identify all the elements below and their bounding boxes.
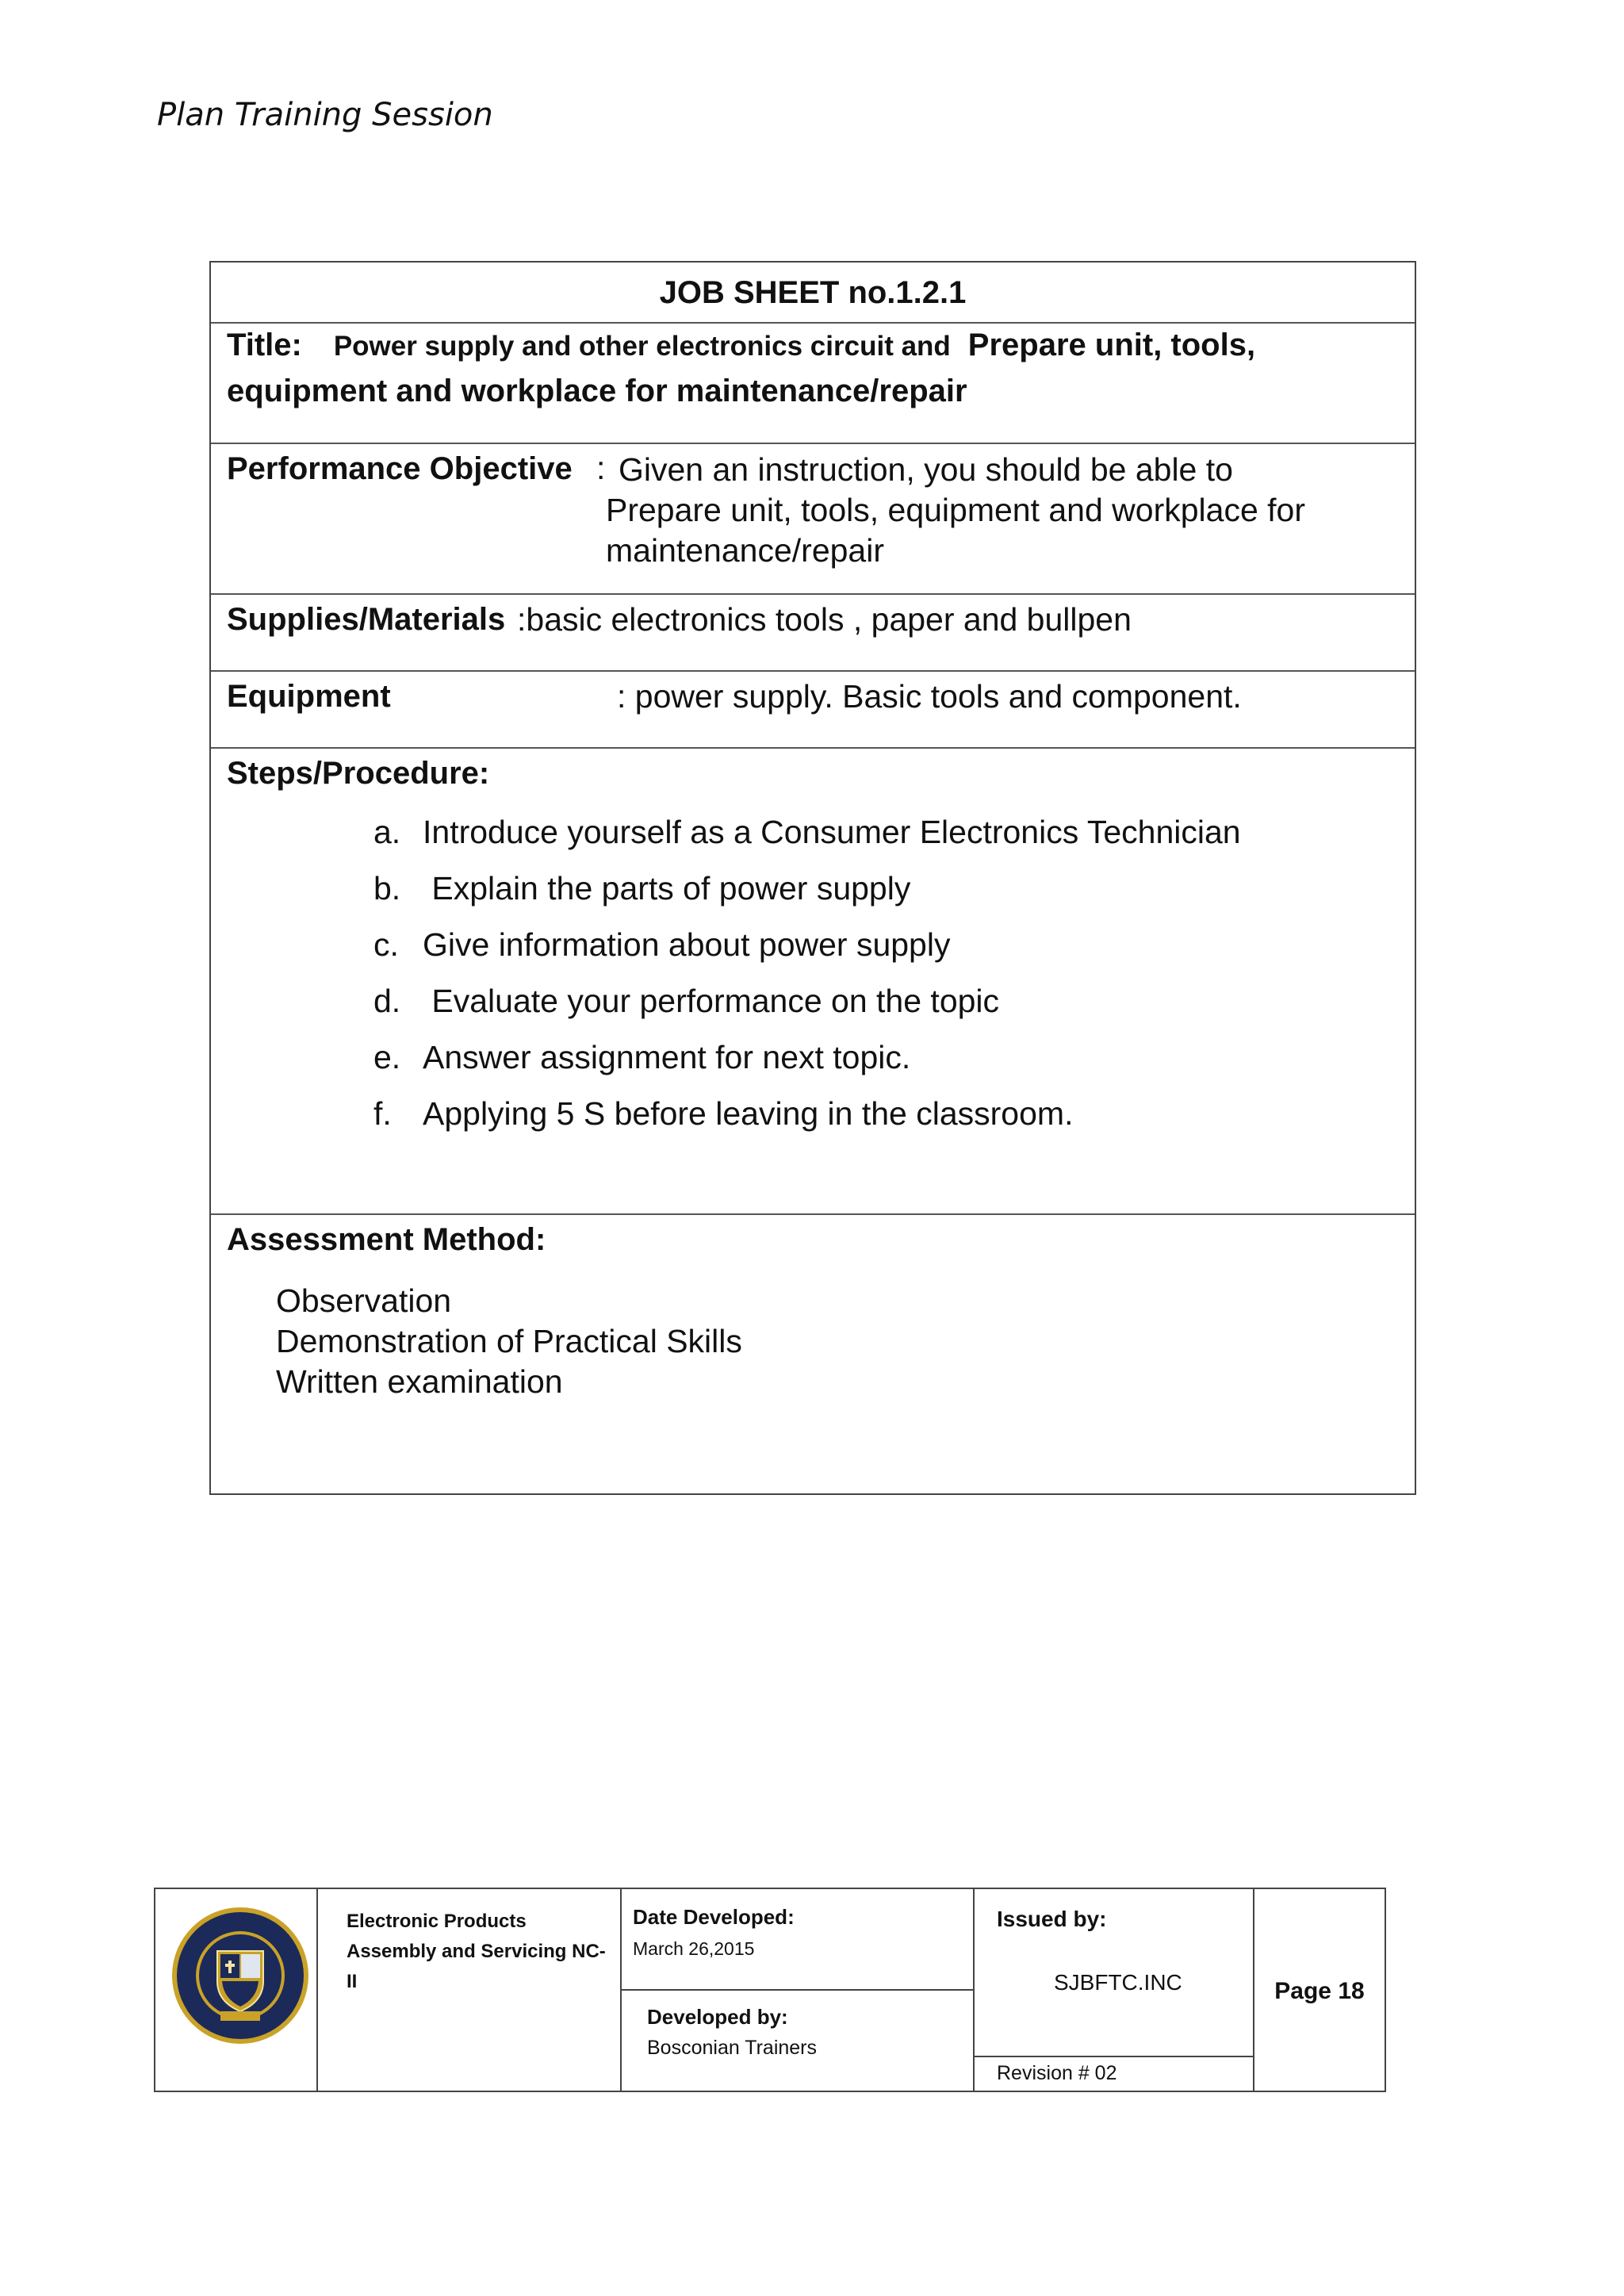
performance-line: Given an instruction, you should be able to xyxy=(619,451,1233,488)
step-item xyxy=(373,926,950,964)
step-text: Give information about power supply xyxy=(423,926,951,963)
performance-objective-label: Performance Objective xyxy=(227,451,573,486)
step-marker: c. xyxy=(373,926,399,963)
title-line-2: equipment and workplace for maintenance/repair xyxy=(227,374,967,408)
job-sheet-heading-row xyxy=(211,263,1415,324)
date-developed-box xyxy=(622,1889,973,1991)
step-item xyxy=(373,983,999,1020)
title-part-2: Prepare unit, tools, xyxy=(967,328,1256,362)
step-marker: e. xyxy=(373,1039,401,1075)
assessment-item: Written examination xyxy=(276,1363,563,1400)
step-text: Introduce yourself as a Consumer Electronics Technician xyxy=(423,814,1241,850)
step-item xyxy=(373,1095,1073,1133)
supplies-label: Supplies/Materials xyxy=(227,602,506,637)
date-developed-value: March 26,2015 xyxy=(633,1938,755,1959)
equipment-text: : power supply. Basic tools and component. xyxy=(617,678,1242,715)
assessment-item: Demonstration of Practical Skills xyxy=(276,1323,742,1359)
footer-product-cell xyxy=(318,1889,622,2091)
footer-page-cell xyxy=(1254,1889,1385,2091)
issued-by-value: SJBFTC.INC xyxy=(1054,1970,1182,1995)
step-text: Explain the parts of power supply xyxy=(423,870,911,907)
step-text: Evaluate your performance on the topic xyxy=(423,983,1000,1019)
step-marker: a. xyxy=(373,814,401,850)
product-line: Electronic Products xyxy=(347,1911,527,1932)
footer-logo-cell xyxy=(155,1889,318,2091)
step-text: Answer assignment for next topic. xyxy=(423,1039,911,1075)
assessment-item: Observation xyxy=(276,1282,452,1319)
developed-by-value: Bosconian Trainers xyxy=(647,2037,818,2059)
steps-label: Steps/Procedure: xyxy=(227,756,490,791)
assessment-method-label: Assessment Method: xyxy=(227,1222,546,1257)
step-item xyxy=(373,814,1241,851)
supplies-text: :basic electronics tools , paper and bullpen xyxy=(517,601,1132,638)
date-developed-label: Date Developed: xyxy=(633,1905,795,1929)
issued-by-label: Issued by: xyxy=(997,1907,1107,1931)
product-name xyxy=(347,1907,606,1997)
equipment-label: Equipment xyxy=(227,679,391,714)
job-sheet-table xyxy=(209,261,1416,1495)
page-number: Page 18 xyxy=(1274,1978,1365,2004)
footer-date-cell xyxy=(622,1889,975,2091)
revision-box xyxy=(975,2056,1253,2091)
product-line: II xyxy=(347,1971,358,1992)
step-marker: b. xyxy=(373,870,401,907)
developed-by-label: Developed by: xyxy=(647,2005,788,2029)
assessment-method-list xyxy=(276,1281,742,1402)
performance-line: maintenance/repair xyxy=(606,532,884,569)
document-footer xyxy=(154,1888,1386,2092)
title-label: Title: xyxy=(227,328,302,362)
product-line: Assembly and Servicing NC- xyxy=(347,1941,606,1962)
revision-number: Revision # 02 xyxy=(997,2062,1117,2084)
performance-line: Prepare unit, tools, equipment and workplace for xyxy=(606,492,1306,528)
job-sheet-heading: JOB SHEET no.1.2.1 xyxy=(659,275,967,310)
title-part-1: Power supply and other electronics circuit and xyxy=(333,331,951,362)
performance-objective-text xyxy=(606,450,1399,571)
step-marker: f. xyxy=(373,1095,392,1132)
step-item xyxy=(373,1039,910,1076)
school-seal-logo-icon xyxy=(170,1905,311,2046)
step-text: Applying 5 S before leaving in the classroom. xyxy=(423,1095,1074,1132)
footer-issued-cell xyxy=(975,1889,1254,2091)
step-item xyxy=(373,870,910,907)
title-line-1 xyxy=(227,328,1255,363)
page-header-title: Plan Training Session xyxy=(157,97,493,133)
performance-objective-colon: : xyxy=(596,450,606,486)
step-marker: d. xyxy=(373,983,401,1019)
